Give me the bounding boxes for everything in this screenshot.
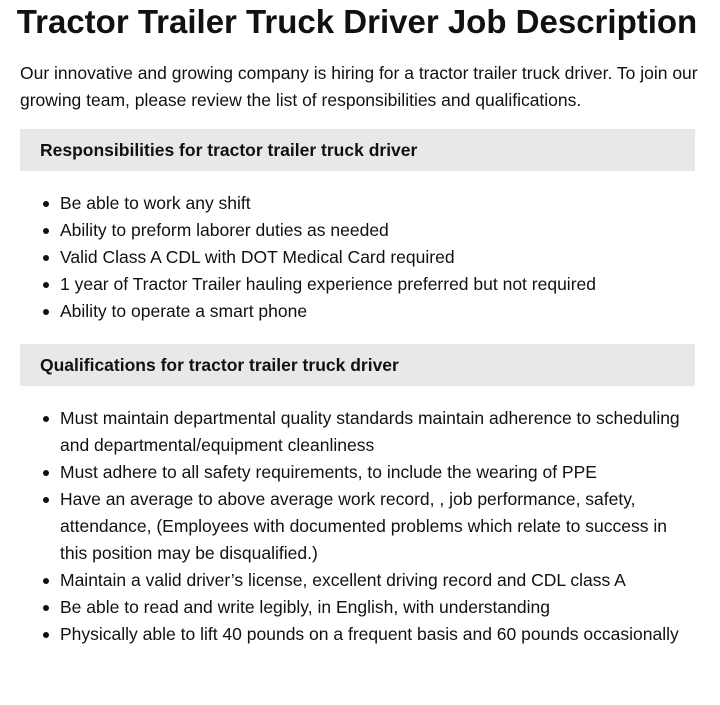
qualifications-list — [20, 405, 690, 648]
qualifications-heading: Qualifications for tractor trailer truck driver — [20, 344, 695, 386]
qualification-item: Have an average to above average work record, , job performance, safety, attendance, (Employees with documented problems which relate to success in this position may be disqualified.) — [60, 486, 690, 567]
intro-paragraph: Our innovative and growing company is hiring for a tractor trailer truck driver. To join our growing team, please review the list of responsibilities and qualifications. — [20, 63, 698, 110]
responsibility-item: Ability to operate a smart phone — [60, 298, 690, 325]
responsibility-item: Ability to preform laborer duties as needed — [60, 217, 690, 244]
qualification-item: Must adhere to all safety requirements, to include the wearing of PPE — [60, 459, 690, 486]
qualification-item: Physically able to lift 40 pounds on a frequent basis and 60 pounds occasionally — [60, 621, 690, 648]
qualification-item: Maintain a valid driver’s license, excellent driving record and CDL class A — [60, 567, 690, 594]
qualification-item: Be able to read and write legibly, in English, with understanding — [60, 594, 690, 621]
responsibilities-list — [20, 190, 690, 325]
responsibility-item: Valid Class A CDL with DOT Medical Card required — [60, 244, 690, 271]
page-title: Tractor Trailer Truck Driver Job Description — [16, 3, 698, 40]
qualification-item: Must maintain departmental quality standards maintain adherence to scheduling and departmental/equipment cleanliness — [60, 405, 690, 459]
responsibility-item: Be able to work any shift — [60, 190, 690, 217]
responsibility-item: 1 year of Tractor Trailer hauling experience preferred but not required — [60, 271, 690, 298]
responsibilities-heading: Responsibilities for tractor trailer truck driver — [20, 129, 695, 171]
